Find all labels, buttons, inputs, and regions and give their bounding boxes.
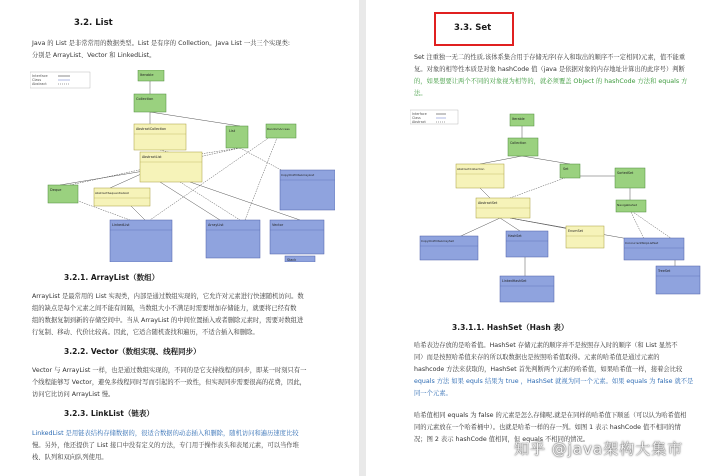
list-intro-line-2: 分别是 ArrayList、Vector 和 LinkedList。 xyxy=(32,52,156,59)
hash-line-8: 况；图 2 表示 hashCode 值相同，但 equals 不相同的情况。 xyxy=(414,436,590,443)
hash-line-1: 哈希表边存放的是哈希值。HashSet 存储元素的顺序并不是按照存入时的顺序（和 List 显然不 xyxy=(414,342,678,349)
left-document-page xyxy=(0,0,359,476)
node-iterable xyxy=(510,114,534,126)
hash-line-2: 同）而是按照哈希值来存的所以取数据也是按照哈希值取得。元素的哈希值是通过元素的 xyxy=(414,354,660,361)
svg-text:AbstractList: AbstractList xyxy=(142,155,162,159)
legend-abstract: Abstract xyxy=(32,82,47,86)
node-collection xyxy=(508,138,538,156)
svg-text:Collection: Collection xyxy=(136,97,154,101)
svg-text:Iterable: Iterable xyxy=(512,117,525,121)
vector-line-3: 访问它比访问 ArrayList 慢。 xyxy=(32,391,115,398)
svg-text:Collection: Collection xyxy=(510,141,527,145)
node-treeset xyxy=(656,266,700,294)
node-randomaccess xyxy=(266,124,296,138)
node-copyonwritearrayset xyxy=(420,236,478,260)
node-stack xyxy=(285,256,315,262)
vector-line-1: Vector 与 ArrayList 一样，也是通过数组实现的，不同的是它支持线程的同步，即某一时刻只有一 xyxy=(32,367,307,374)
hash-line-5: 同一个元素。 xyxy=(414,390,452,397)
set-line-1: Set 注重独一无二的性质,该体系集合用于存储无序(存入和取出的顺序不一定相同)元素，值不能重 xyxy=(414,54,686,61)
arraylist-line-1: ArrayList 是最常用的 List 实现类，内部是通过数组实现的，它允许对元素进行快速随机访问。数 xyxy=(32,293,304,300)
svg-text:Set: Set xyxy=(563,167,569,171)
svg-text:Vector: Vector xyxy=(272,223,284,227)
node-enumset xyxy=(566,226,604,248)
node-set xyxy=(560,164,580,178)
svg-text:AbstractCollection: AbstractCollection xyxy=(136,127,167,131)
heading-list: 3.2. List xyxy=(74,18,113,28)
svg-text:AbstractCollection: AbstractCollection xyxy=(457,167,485,171)
node-abstractcollection xyxy=(134,124,186,150)
heading-arraylist: 3.2.1. ArrayList（数组） xyxy=(64,273,160,282)
svg-text:CopyOnWriteArrayList: CopyOnWriteArrayList xyxy=(281,173,315,177)
node-linkedhashset xyxy=(500,276,554,302)
svg-text:RandomAccess: RandomAccess xyxy=(267,127,290,131)
node-linkedlist xyxy=(110,220,172,262)
svg-text:List: List xyxy=(229,129,236,133)
arraylist-line-4: 行复制、移动、代价比较高。因此，它适合随机查找和遍历，不适合插入和删除。 xyxy=(32,329,259,336)
legend-abstract: Abstract xyxy=(412,120,426,124)
hash-line-6: 哈希值相同 equals 为 false 的元素是怎么存储呢,就是在同样的哈希值下顺延（可以认为哈希值相 xyxy=(414,412,687,419)
node-arraylist xyxy=(206,220,260,258)
svg-text:ArrayList: ArrayList xyxy=(208,223,224,227)
svg-text:Deque: Deque xyxy=(50,188,62,192)
set-class-diagram xyxy=(410,106,710,314)
node-collection xyxy=(134,94,166,112)
linked-line-2: 慢。另外，他还提供了 List 接口中没有定义的方法，专门用于操作表头和表尾元素，可以当作堆 xyxy=(32,442,299,449)
hash-line-7: 同的元素放在一个哈希桶中）。也就是哈希一样的存一列。如图 1 表示 hashCode 值不相同的情 xyxy=(414,424,681,431)
linked-line-3: 栈、队列和双向队列使用。 xyxy=(32,454,108,461)
arraylist-line-2: 组的缺点是每个元素之间不能有间隔，当数组大小不满足时需要增加存储能力，就要将已经有数 xyxy=(32,305,297,312)
svg-text:ConcurrentSkipListSet: ConcurrentSkipListSet xyxy=(625,241,659,245)
node-iterable xyxy=(138,70,164,81)
svg-text:Iterable: Iterable xyxy=(140,73,154,77)
legend-class: Class xyxy=(412,116,421,120)
svg-text:LinkedHashSet: LinkedHashSet xyxy=(502,279,527,283)
heading-linkedlist: 3.2.3. LinkList（链表） xyxy=(64,409,154,418)
diagram-legend xyxy=(30,72,90,88)
legend-class: Class xyxy=(32,78,42,82)
vector-line-2: 个线程能够写 Vector，避免多线程同时写而引起的不一致性，但实现同步需要很高的花费，因此， xyxy=(32,379,306,386)
hash-line-3: hashcode 方法来获取的，HashSet 首先判断两个元素的哈希值，如果哈希值一样，接着会比较 xyxy=(414,366,683,373)
right-document-page xyxy=(366,0,720,476)
node-abstractcollection xyxy=(456,164,504,188)
set-line-2: 复。对象的相等性本质是对象 hashCode 值（java 是依据对象的内存地址计算出的此序号）判断 xyxy=(414,66,685,73)
list-intro-line-1: Java 的 List 是非常常用的数据类型。List 是有序的 Collection。Java List 一共三个实现类: xyxy=(32,40,291,47)
svg-text:CopyOnWriteArraySet: CopyOnWriteArraySet xyxy=(421,239,454,243)
node-deque xyxy=(48,185,78,203)
heading-set: 3.3. Set xyxy=(454,23,492,33)
node-hashset xyxy=(506,231,548,257)
svg-text:AbstractSequentialList: AbstractSequentialList xyxy=(95,191,129,195)
node-navigableset xyxy=(616,200,646,212)
linked-line-1: LinkedList 是用链表结构存储数据的，很适合数据的动态插入和删除，随机访问和遍历速度比较 xyxy=(32,430,299,437)
node-sortedset xyxy=(615,168,645,188)
node-concurrentskiplistset xyxy=(624,238,684,260)
legend-interface: Interface xyxy=(32,74,48,78)
node-abstractsequentiallist xyxy=(94,188,150,206)
svg-text:AbstractSet: AbstractSet xyxy=(478,201,498,205)
svg-text:LinkedList: LinkedList xyxy=(112,223,130,227)
heading-hashset: 3.3.1.1. HashSet（Hash 表） xyxy=(452,323,569,332)
diagram-legend xyxy=(410,110,458,124)
node-vector xyxy=(270,220,324,254)
node-abstractlist xyxy=(140,152,202,182)
node-copyonwritearraylist xyxy=(280,170,335,210)
svg-text:Stack: Stack xyxy=(287,258,297,262)
svg-text:SortedSet: SortedSet xyxy=(617,171,634,175)
set-line-3: 的，如果想要让两个不同的对象视为相等的，就必须覆盖 Object 的 hashCode 方法和 equals 方 xyxy=(414,78,688,85)
watermark: 知乎 @java架构大集市 xyxy=(514,440,684,458)
svg-text:EnumSet: EnumSet xyxy=(568,229,583,233)
list-class-diagram xyxy=(30,70,335,262)
node-list xyxy=(226,126,248,148)
svg-text:NavigableSet: NavigableSet xyxy=(617,203,637,207)
svg-text:TreeSet: TreeSet xyxy=(658,269,671,273)
legend-interface: Interface xyxy=(412,112,427,116)
heading-vector: 3.2.2. Vector（数组实现、线程同步） xyxy=(64,347,201,356)
set-line-4: 法。 xyxy=(414,90,427,97)
hash-line-4: equals 方法 如果 equls 结果为 true ，HashSet 就视为同一个元素。如果 equals 为 false 就不是 xyxy=(414,378,694,385)
svg-text:HashSet: HashSet xyxy=(508,234,522,238)
arraylist-line-3: 组的数据复制到新的存储空间中。当从 ArrayList 的中间位置插入或者删除元素时，需要对数组进 xyxy=(32,317,304,324)
